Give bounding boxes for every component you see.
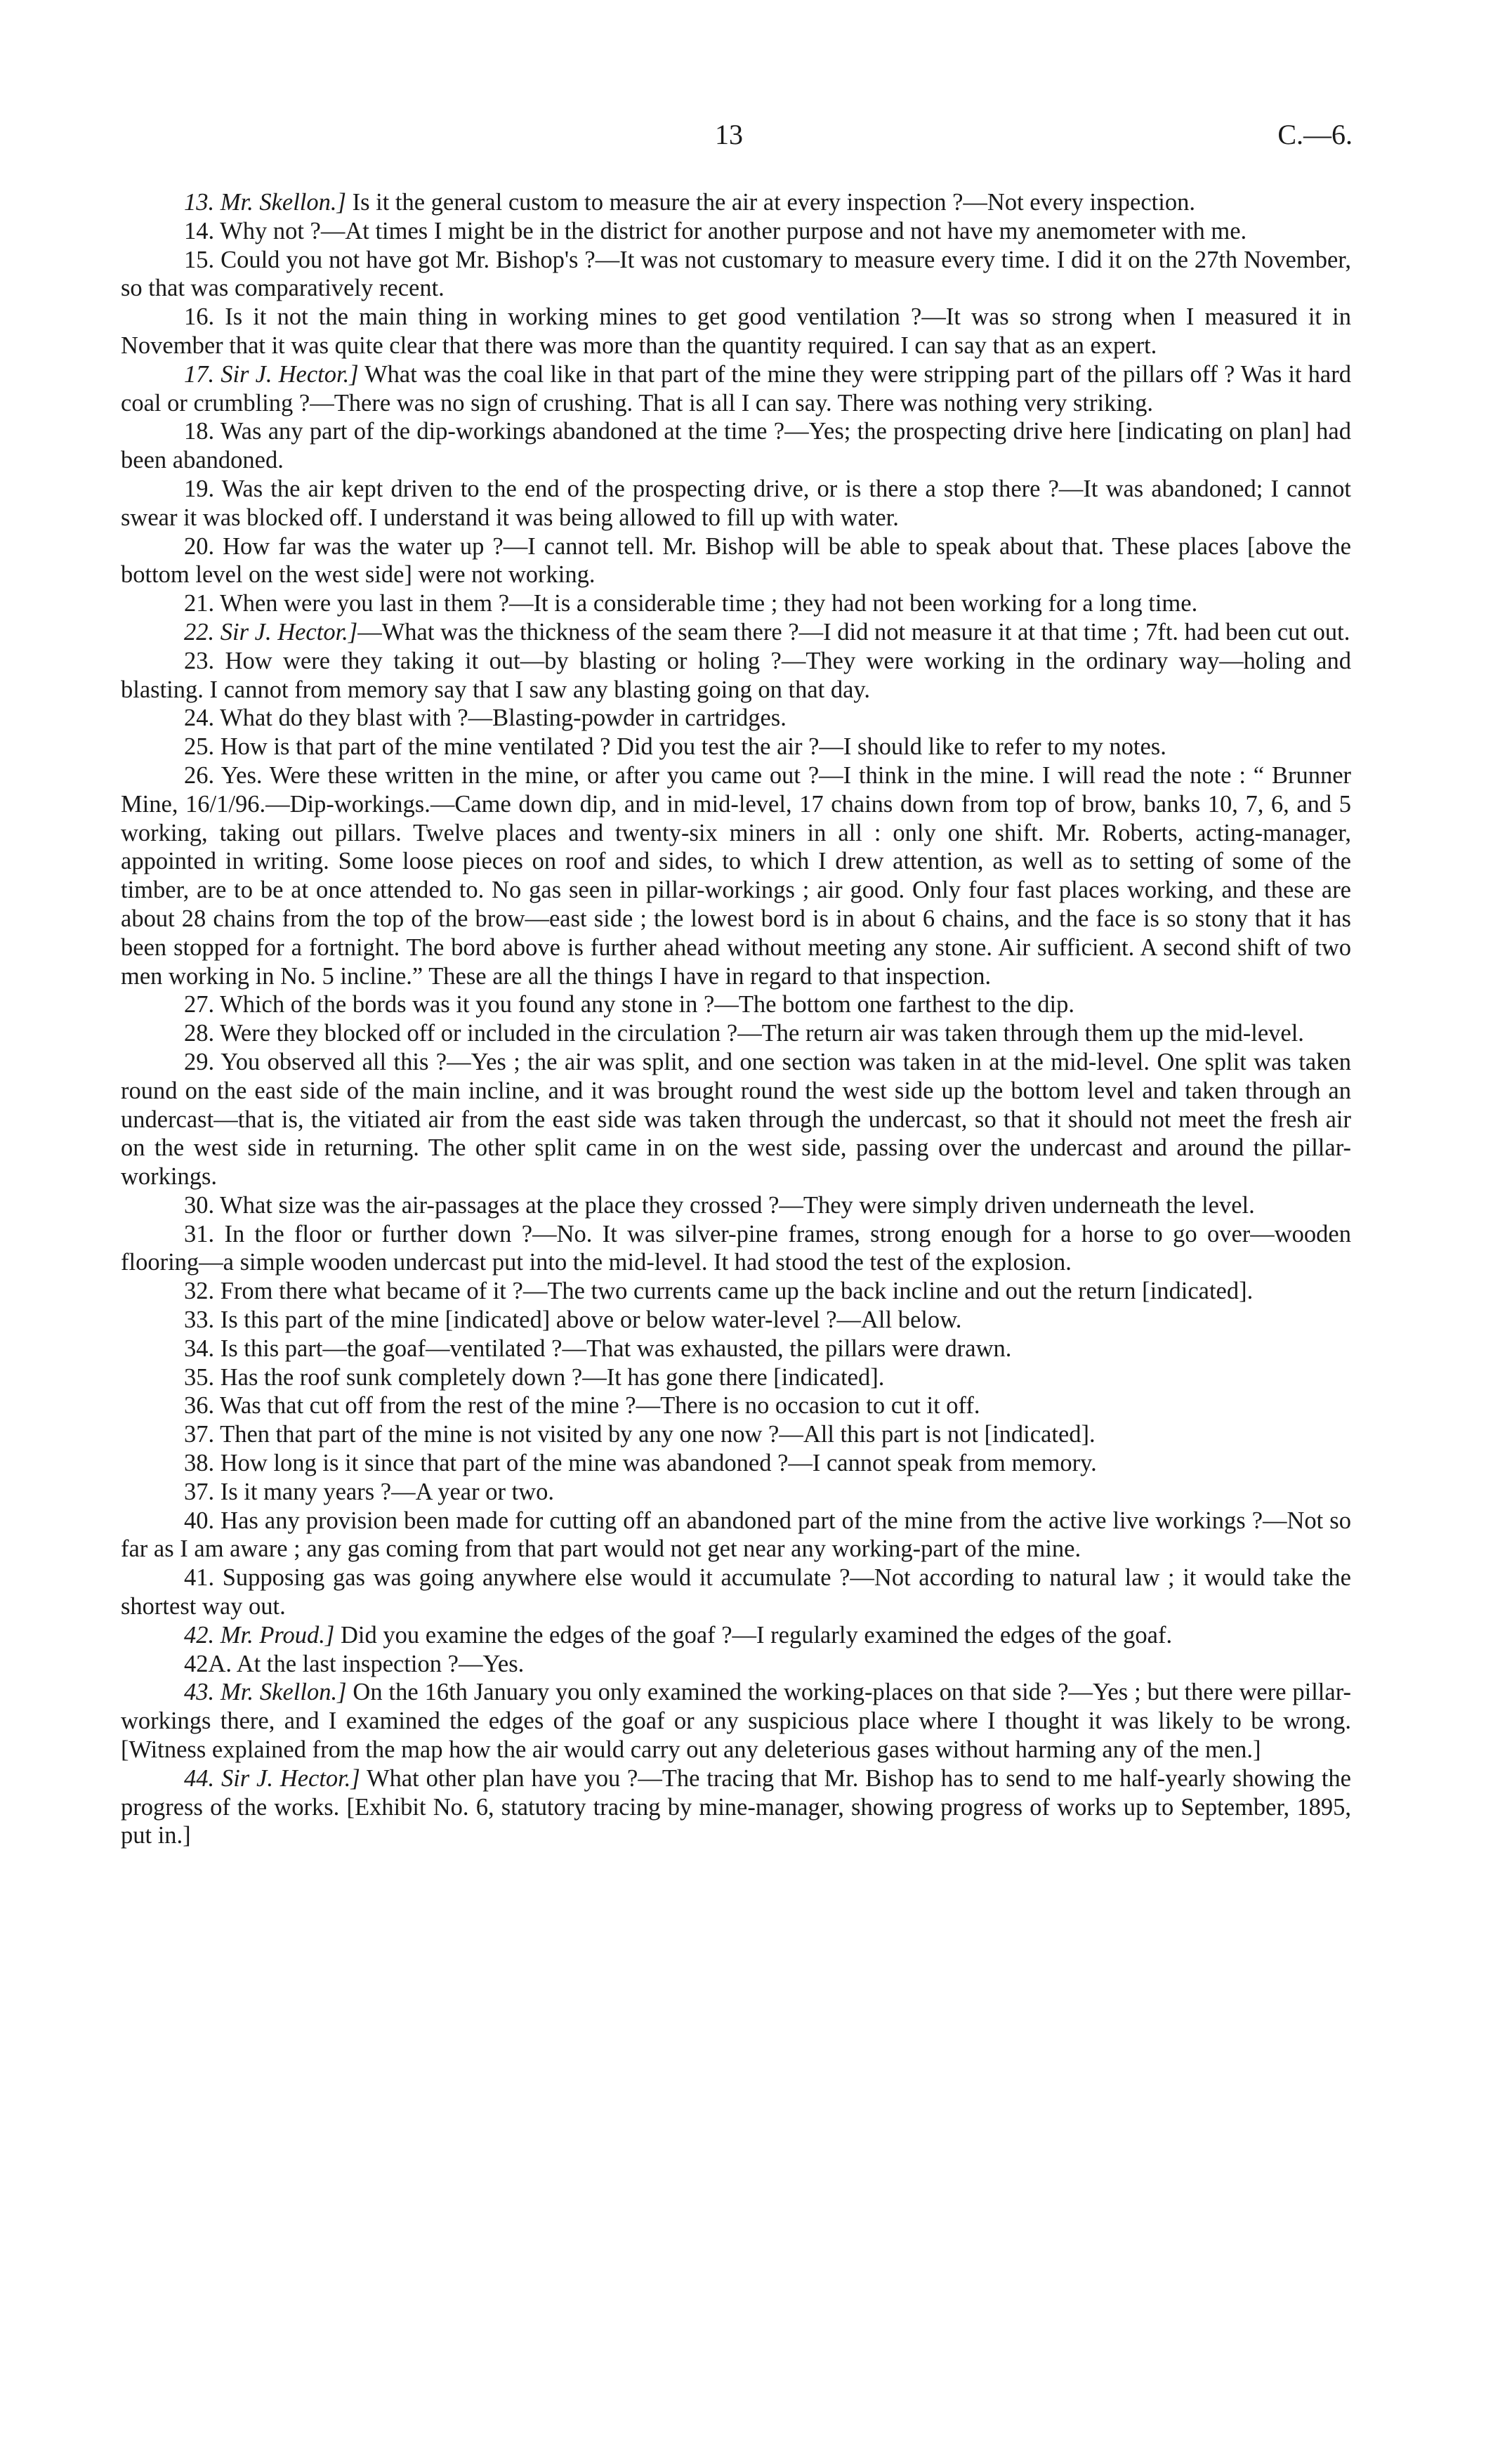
question-answer-paragraph xyxy=(121,1048,1351,1191)
question-answer-paragraph xyxy=(121,1621,1351,1650)
paragraph-text: What was the coal like in that part of the mine they were stripping part of the pillars off ? Was it hard coal or crumbling ?—There was no sign of crushing. That is all I can say. There was nothing very striking. xyxy=(121,360,1351,417)
paragraph-text: 30. What size was the air-passages at the place they crossed ?—They were simply driven underneath the level. xyxy=(184,1191,1255,1219)
paragraph-text: 33. Is this part of the mine [indicated] above or below water-level ?—All below. xyxy=(184,1306,962,1334)
question-answer-paragraph xyxy=(121,1191,1351,1220)
paragraph-text: 21. When were you last in them ?—It is a considerable time ; they had not been working for a long time. xyxy=(184,590,1198,617)
speaker-label: 17. Sir J. Hector.] xyxy=(184,360,359,388)
question-answer-paragraph xyxy=(121,1478,1351,1507)
paragraph-text: 34. Is this part—the goaf—ventilated ?—That was exhausted, the pillars were drawn. xyxy=(184,1335,1012,1362)
paragraph-text: 26. Yes. Were these written in the mine, or after you came out ?—I think in the mine. I will read the note : “ Brunner Mine, 16/1/96.—Dip-workings.—Came down dip, and in mid-level, 17 chains down from top of brow, banks 10, 7, 6, and 5 working, taking out pillars. Twelve places and twenty-six miners in all : only one shift. Mr. Roberts, acting-manager, appointed in writing. Some loose pieces on roof and sides, to which I drew attention, as well as to setting of some of the timber, are to be at once attended to. No gas seen in pillar-workings ; air good. Only four fast places working, and these are about 28 chains from the top of the brow—east side ; the lowest bord is in about 6 chains, and the face is so stony that it has been stopped for a fortnight. The bord above is further ahead without meeting any stone. Air sufficient. A second shift of two men working in No. 5 incline.” These are all the things I have in regard to that inspection. xyxy=(121,761,1351,990)
question-answer-paragraph xyxy=(121,733,1351,761)
paragraph-text: 29. You observed all this ?—Yes ; the air was split, and one section was taken in at the mid-level. One split was taken round on the east side of the main incline, and it was brought round the west side up the bottom level and taken through an undercast—that is, the vitiated air from the east side was taken through the undercast, so that it should not meet the fresh air on the west side in returning. The other split came in on the west side, passing over the undercast and around the pillar-workings. xyxy=(121,1048,1351,1191)
paragraph-text: 32. From there what became of it ?—The two currents came up the back incline and out the return [indicated]. xyxy=(184,1278,1254,1305)
question-answer-paragraph xyxy=(121,532,1351,590)
paragraph-text: On the 16th January you only examined the working-places on that side ?—Yes ; but there were pillar-workings there, and I examined the edges of the goaf or any suspicious place where I thought it was likely to be wrong. [Witness explained from the map how the air would carry out any deleterious gases without harming any of the men.] xyxy=(121,1679,1351,1764)
paragraph-text: 14. Why not ?—At times I might be in the district for another purpose and not have my anemometer with me. xyxy=(184,217,1247,244)
question-answer-paragraph xyxy=(121,217,1351,246)
paragraph-text: What other plan have you ?—The tracing that Mr. Bishop has to send to me half-yearly showing the progress of the works. [Exhibit No. 6, statutory tracing by mine-manager, showing progress of works up to September, 1895, put in.] xyxy=(121,1764,1351,1849)
paragraph-text: 16. Is it not the main thing in working mines to get good ventilation ?—It was so strong when I measured it in November that it was quite clear that there was more than the quantity required. I can say that as an expert. xyxy=(121,303,1351,359)
question-answer-paragraph xyxy=(121,1564,1351,1621)
question-answer-paragraph xyxy=(121,1650,1351,1679)
question-answer-paragraph xyxy=(121,647,1351,705)
question-answer-paragraph xyxy=(121,188,1351,217)
paragraph-text: 27. Which of the bords was it you found any stone in ?—The bottom one farthest to the dip. xyxy=(184,991,1074,1018)
paragraph-text: 31. In the floor or further down ?—No. It was silver-pine frames, strong enough for a horse to go over—wooden flooring—a simple wooden undercast put into the mid-level. It had stood the test of the explosion. xyxy=(121,1220,1351,1276)
question-answer-paragraph xyxy=(121,475,1351,532)
paragraph-text: —What was the thickness of the seam there ?—I did not measure it at that time ; 7ft. had been cut out. xyxy=(357,618,1350,646)
question-answer-paragraph xyxy=(121,761,1351,990)
document-reference: C.—6. xyxy=(1277,119,1353,150)
question-answer-paragraph xyxy=(121,704,1351,733)
paragraph-text: 19. Was the air kept driven to the end of the prospecting drive, or is there a stop there ?—It was abandoned; I cannot swear it was blocked off. I understand it was being allowed to fill up with water. xyxy=(121,475,1351,531)
paragraph-text: Did you examine the edges of the goaf ?—I regularly examined the edges of the goaf. xyxy=(334,1621,1173,1649)
paragraph-text: 36. Was that cut off from the rest of the mine ?—There is no occasion to cut it off. xyxy=(184,1392,980,1420)
question-answer-paragraph xyxy=(121,1507,1351,1564)
question-answer-paragraph xyxy=(121,1019,1351,1048)
paragraph-text: Is it the general custom to measure the air at every inspection ?—Not every inspection. xyxy=(346,189,1195,216)
question-answer-paragraph xyxy=(121,618,1351,647)
paragraph-text: 42A. At the last inspection ?—Yes. xyxy=(184,1650,525,1677)
question-answer-paragraph xyxy=(121,360,1351,418)
paragraph-text: 41. Supposing gas was going anywhere else would it accumulate ?—Not according to natural law ; it would take the shortest way out. xyxy=(121,1564,1351,1620)
paragraph-text: 37. Then that part of the mine is not visited by any one now ?—All this part is not [indicated]. xyxy=(184,1421,1096,1448)
page-number: 13 xyxy=(715,119,743,150)
question-answer-paragraph xyxy=(121,990,1351,1019)
speaker-label: 43. Mr. Skellon.] xyxy=(184,1679,347,1706)
speaker-label: 44. Sir J. Hector.] xyxy=(184,1764,360,1792)
paragraph-text: 40. Has any provision been made for cutting off an abandoned part of the mine from the active live workings ?—Not so far as I am aware ; any gas coming from that part would not get near any working-part of the mine. xyxy=(121,1507,1351,1563)
paragraph-text: 15. Could you not have got Mr. Bishop's ?—It was not customary to measure every time. I did it on the 27th November, so that was comparatively recent. xyxy=(121,246,1351,302)
question-answer-paragraph xyxy=(121,1678,1351,1764)
question-answer-paragraph xyxy=(121,1764,1351,1850)
question-answer-paragraph xyxy=(121,1220,1351,1278)
question-answer-paragraph xyxy=(121,1449,1351,1478)
question-answer-paragraph xyxy=(121,1306,1351,1335)
paragraph-text: 24. What do they blast with ?—Blasting-powder in cartridges. xyxy=(184,705,787,732)
question-answer-paragraph xyxy=(121,1391,1351,1420)
speaker-label: 22. Sir J. Hector.] xyxy=(184,618,358,646)
speaker-label: 42. Mr. Proud.] xyxy=(184,1621,335,1649)
paragraph-text: 28. Were they blocked off or included in the circulation ?—The return air was taken through them up the mid-level. xyxy=(184,1020,1304,1047)
question-answer-paragraph xyxy=(121,417,1351,475)
question-answer-paragraph xyxy=(121,1335,1351,1363)
paragraph-text: 23. How were they taking it out—by blasting or holing ?—They were working in the ordinary way—holing and blasting. I cannot from memory say that I saw any blasting going on that day. xyxy=(121,647,1351,703)
question-answer-paragraph xyxy=(121,1277,1351,1306)
paragraph-text: 18. Was any part of the dip-workings abandoned at the time ?—Yes; the prospecting drive here [indicating on plan] had been abandoned. xyxy=(121,418,1351,474)
question-answer-paragraph xyxy=(121,1363,1351,1392)
paragraph-text: 37. Is it many years ?—A year or two. xyxy=(184,1478,554,1505)
paragraph-text: 38. How long is it since that part of the mine was abandoned ?—I cannot speak from memory. xyxy=(184,1450,1097,1477)
question-answer-paragraph xyxy=(121,1420,1351,1449)
question-answer-paragraph xyxy=(121,246,1351,303)
minutes-of-evidence-body xyxy=(121,188,1351,1850)
question-answer-paragraph xyxy=(121,589,1351,618)
paragraph-text: 25. How is that part of the mine ventilated ? Did you test the air ?—I should like to refer to my notes. xyxy=(184,733,1166,761)
question-answer-paragraph xyxy=(121,303,1351,360)
paragraph-text: 35. Has the roof sunk completely down ?—It has gone there [indicated]. xyxy=(184,1363,885,1391)
paragraph-text: 20. How far was the water up ?—I cannot tell. Mr. Bishop will be able to speak about that. These places [above the bottom level on the west side] were not working. xyxy=(121,532,1351,589)
page-header xyxy=(0,118,1493,160)
speaker-label: 13. Mr. Skellon.] xyxy=(184,189,346,216)
